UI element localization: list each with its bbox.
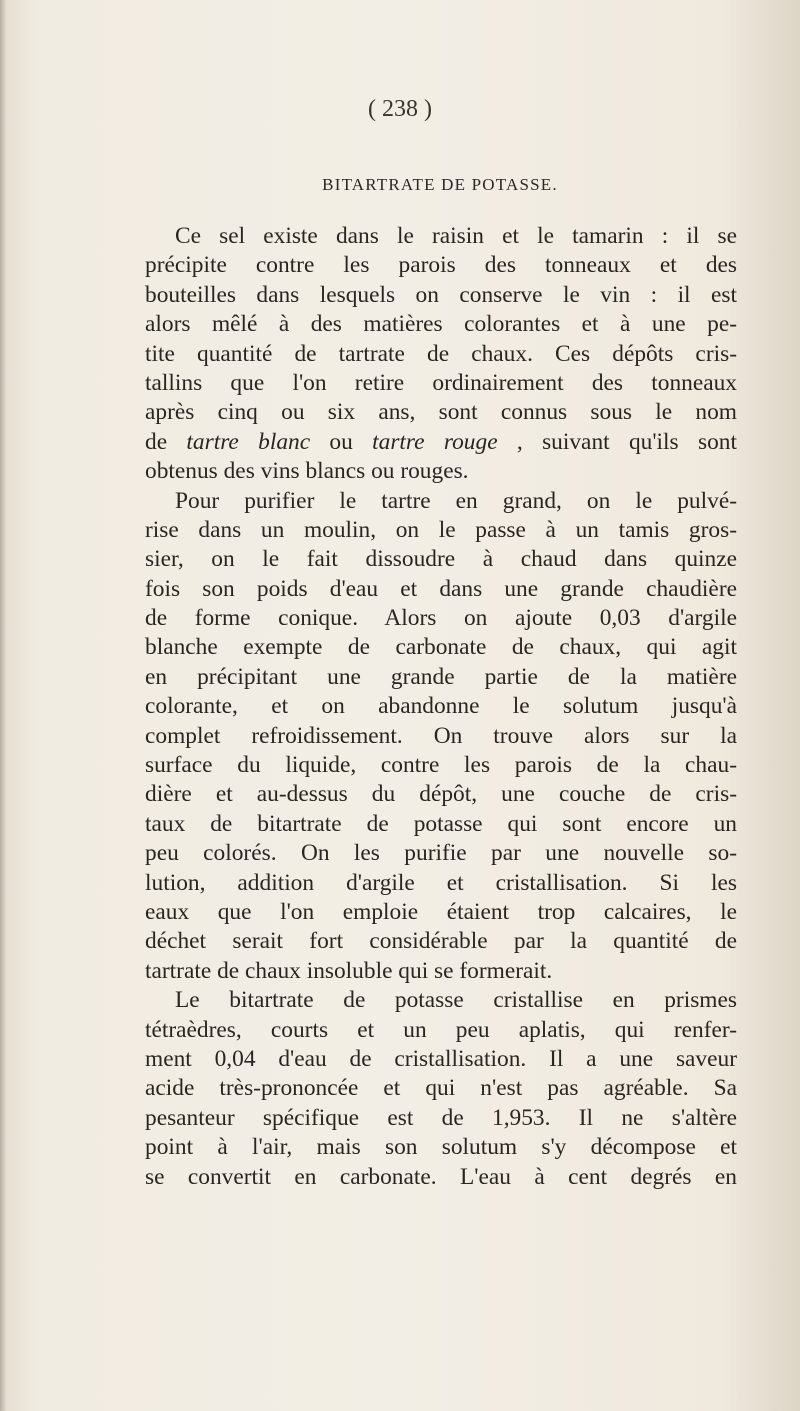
text-line: Ce sel existe dans le raisin et le tamarin : il se [175,223,737,249]
text-line: dière et au-dessus du dépôt, une couche de cris- [145,781,737,808]
text-fragment: ou [310,428,373,455]
text-line: Le bitartrate de potasse cristallise en prismes [175,987,737,1014]
text-line: après cinq ou six ans, sont connus sous le nom [145,399,737,426]
text-fragment: de [145,428,187,455]
text-line [145,428,737,457]
text-line: complet refroidissement. On trouve alors sur la [145,722,737,749]
text-line: tétraèdres, courts et un peu aplatis, qui renfer- [145,1016,737,1043]
text-line: en précipitant une grande partie de la matière [145,663,737,690]
text-line: pesanteur spécifique est de 1,953. Il ne s'altère [145,1104,737,1131]
text-line: surface du liquide, contre les parois de la chau- [145,752,737,779]
text-line: sier, on le fait dissoudre à chaud dans quinze [145,546,737,573]
text-line: lution, addition d'argile et cristallisation. Si les [145,869,737,896]
text-line: point à l'air, mais son solutum s'y décompose et [145,1134,737,1161]
text-line: blanche exempte de carbonate de chaux, qui agit [145,634,737,661]
text-line: taux de bitartrate de potasse qui sont encore un [145,810,737,837]
text-line: obtenus des vins blancs ou rouges. [145,458,469,485]
italic-term-tartre-blanc: tartre blanc [186,428,311,455]
text-line: Pour purifier le tartre en grand, on le pulvé- [175,487,737,514]
text-line: eaux que l'on emploie étaient trop calcaires, le [145,898,737,925]
text-line: ment 0,04 d'eau de cristallisation. Il a une saveur [145,1045,737,1072]
text-line: de forme conique. Alors on ajoute 0,03 d'argile [145,605,737,632]
text-line: bouteilles dans lesquels on conserve le vin : il est [145,281,737,308]
page-binding-edge [0,0,6,1411]
text-line: alors mêlé à des matières colorantes et à une pe- [145,311,737,338]
body-text [145,222,737,1192]
text-line: déchet serait fort considérable par la quantité de [145,928,737,955]
text-line: rise dans un moulin, on le passe à un tamis gros- [145,516,737,543]
page-number: ( 238 ) [368,96,432,122]
text-line: acide très-prononcée et qui n'est pas agréable. Sa [145,1075,737,1102]
text-line: colorante, et on abandonne le solutum jusqu'à [145,693,737,720]
section-title: BITARTRATE DE POTASSE. [322,175,558,194]
text-line: tartrate de chaux insoluble qui se formerait. [145,957,553,984]
text-line: tite quantité de tartrate de chaux. Ces dépôts cris- [145,340,737,367]
text-line: peu colorés. On les purifie par une nouvelle so- [145,840,737,867]
text-line: se convertit en carbonate. L'eau à cent degrés en [145,1163,737,1190]
text-line: tallins que l'on retire ordinairement des tonneaux [145,369,737,396]
text-line: fois son poids d'eau et dans une grande chaudière [145,575,737,602]
text-fragment: , suivant qu'ils sont [497,428,737,455]
text-line: précipite contre les parois des tonneaux et des [145,252,737,279]
italic-term-tartre-rouge: tartre rouge [372,428,498,455]
